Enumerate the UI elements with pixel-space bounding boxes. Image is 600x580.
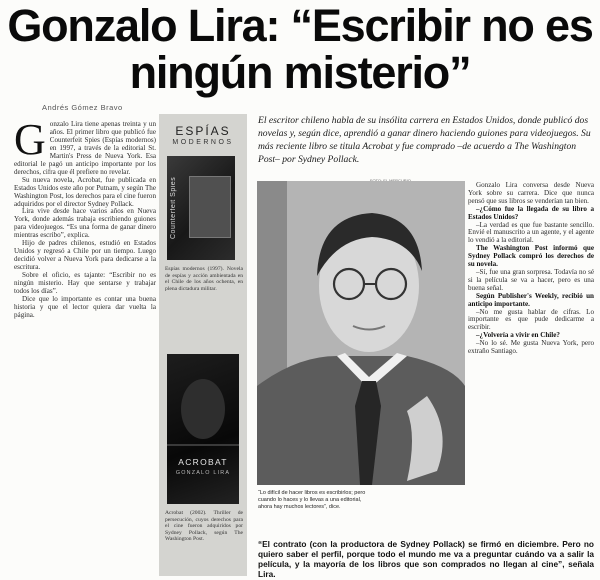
interview-question: Según Publisher's Weekly, recibió un anticipo importante. xyxy=(468,291,594,308)
sidebar-subtitle: MODERNOS xyxy=(172,139,234,146)
body-column-left xyxy=(14,121,156,577)
interview-paragraph: Gonzalo Lira conversa desde Nueva York sobre su carrera. Dice que nunca pensó que sus libros se venderían tan bien. xyxy=(468,182,594,205)
book-cover-title: ACROBAT xyxy=(178,457,228,467)
body-paragraph: Lira vive desde hace varios años en Nueva York, donde además trabaja escribiendo guiones para videojuegos. “Es una forma de ganar dinero mientras escribo”, explica. xyxy=(14,207,156,240)
book-cover-author: GONZALO LIRA xyxy=(175,470,231,476)
body-paragraph: Sobre el oficio, es tajante: “Escribir no es ningún misterio. Hay que sentarse y trabajar todos los días”. xyxy=(14,271,156,296)
photo-caption: “Lo difícil de hacer libros es escribirlos; pero cuando lo haces y lo llevas a una editorial, ahora hay muchos lectores”, dice. xyxy=(258,490,366,510)
book-caption-1: Espías modernos (1997). Novela de espías y acción ambientada en el Chile de los años ochenta, en plena dictadura militar. xyxy=(165,266,243,292)
interview-paragraph: –No me gusta hablar de cifras. Lo importante es que pude dedicarme a escribir. xyxy=(468,307,594,332)
books-sidebar xyxy=(159,114,247,576)
interview-question: –¿Volvería a vivir en Chile? xyxy=(476,331,560,340)
book-cover-counterfeit-spies xyxy=(167,156,235,260)
book-cover-title: Counterfeit Spies xyxy=(170,176,177,240)
body-paragraph: Hijo de padres chilenos, estudió en Estados Unidos y regresó a Chile por un tiempo. Luego decidió volver a Nueva York para dedicarse a la escritura. xyxy=(14,239,156,272)
interview-question: –¿Cómo fue la llegada de su libro a Estados Unidos? xyxy=(468,204,594,221)
book-cover-art xyxy=(167,354,239,504)
book-cover-art xyxy=(189,176,231,238)
drop-cap: G xyxy=(14,121,46,164)
body-paragraph: Dice que lo importante es contar una buena historia y que el lector quiera dar vuelta la página. xyxy=(14,294,156,319)
body-paragraph: Su nueva novela, Acrobat, fue publicada en Estados Unidos este año por Putnam, y según The Washington Post, los derechos para el cine fueron adquiridos por el director Sydney Pollack. xyxy=(14,175,156,208)
byline: Andrés Gómez Bravo xyxy=(42,103,123,112)
headline: Gonzalo Lira: “Escribir no es ningún misterio” xyxy=(7,0,593,98)
book-caption-2: Acrobat (2002). Thriller de persecución, cuyos derechos para el cine fueron adquiridos por Sydney Pollack, según The Washington Post. xyxy=(165,510,243,543)
lead-paragraph: El escritor chileno habla de su insólita carrera en Estados Unidos, donde publicó dos novelas y, según dice, aprendió a ganar dinero haciendo guiones para videojuegos. Su más reciente libro se titula Acrobat y fue comprado –de acuerdo a The Washington Post– por Sydney Pollack. xyxy=(258,115,591,166)
interview-paragraph: –Sí, fue una gran sorpresa. Todavía no sé si la película se va a hacer, pero es una buena señal. xyxy=(468,267,594,292)
interview-question: The Washington Post informó que Sydney Pollack compró los derechos de su novela. xyxy=(468,244,594,269)
author-portrait xyxy=(257,181,465,485)
interview-paragraph: –No lo sé. Me gusta Nueva York, pero extraño Santiago. xyxy=(468,339,594,356)
body-paragraph: Gonzalo Lira tiene apenas treinta y un años. El primer libro que publicó fue Counterfeit Spies (Espías modernos) en 1997, a través de la editorial St. Martin's Press de Nueva York. Esa editorial le pagó un anticipo importante por los derechos, cifra que él prefiere no revelar. xyxy=(14,121,156,176)
sidebar-title: ESPÍAS xyxy=(175,124,231,138)
author-photo xyxy=(257,181,465,485)
sidebar-header xyxy=(159,124,247,146)
interview-paragraph: –La verdad es que fue bastante sencillo. Envié el manuscrito a un agente, y el agente lo vendió a la editorial. xyxy=(468,220,594,245)
pull-quote: “El contrato (con la productora de Sydney Pollack) se firmó en diciembre. Pero no quiero saber el perfil, porque todo el mundo me va a preguntar cuándo va a salir la película, y la mayoría de los libros que son comprados no llegan al cine”, señala Lira. xyxy=(258,539,594,579)
body-column-right xyxy=(468,182,594,539)
book-cover-acrobat xyxy=(167,354,239,504)
